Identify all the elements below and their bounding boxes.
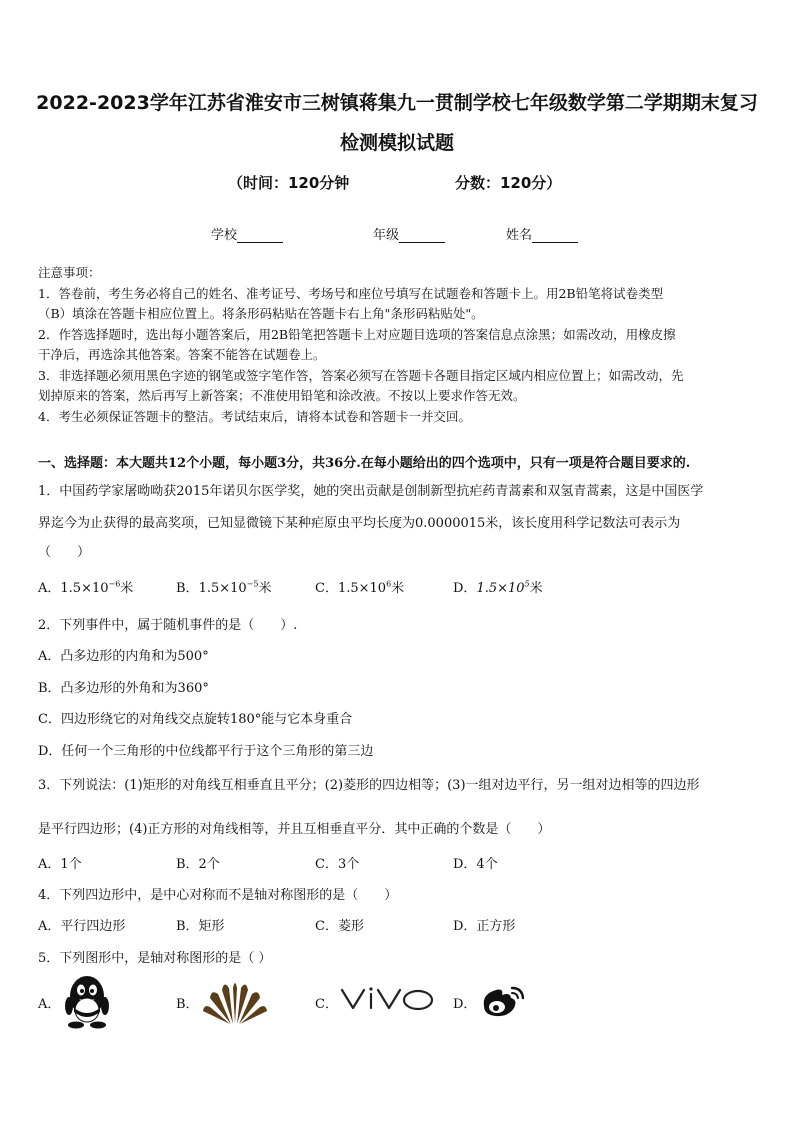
q5-option-c-label: C．	[315, 997, 338, 1012]
q3-option-a: A．1个	[38, 857, 82, 872]
notice-line: 2．作答选择题时，选出每小题答案后，用2B铅笔把答题卡上对应题目选项的答案信息点涂黑；如需改动，用橡皮擦	[38, 326, 676, 342]
q4-option-c: C．菱形	[315, 919, 364, 934]
notice-line: 4．考生必须保证答题卡的整洁。考试结束后，请将本试卷和答题卡一并交回。	[38, 408, 471, 424]
q3-option-b: B．2个	[176, 857, 220, 872]
q2-option-c: C．四边形绕它的对角线交点旋转180°能与它本身重合	[38, 712, 353, 727]
option-label: D．	[453, 581, 477, 596]
vivo-logo-icon	[340, 986, 436, 1012]
q3-stem-line2: 是平行四边形；(4)正方形的对角线相等，并且互相垂直平分．其中正确的个数是（ ）	[38, 822, 551, 837]
option-unit: 米	[120, 581, 134, 596]
q3-option-c: C．3个	[315, 857, 360, 872]
q3-option-d: D．4个	[453, 857, 498, 872]
time-limit: （时间：120分钟	[228, 174, 350, 192]
q1-option-d	[453, 577, 543, 596]
option-exponent: −6	[108, 579, 121, 589]
q3-stem-line1: 3．下列说法：(1)矩形的对角线互相垂直且平分；(2)菱形的四边相等；(3)一组对边平行，另一组对边相等的四边形	[38, 778, 700, 793]
option-base: 1.5×10	[198, 581, 247, 596]
q2-option-b: B．凸多边形的外角和为360°	[38, 681, 209, 696]
option-exponent: 5	[524, 579, 530, 589]
q1-option-a	[38, 577, 133, 596]
weibo-logo-icon	[478, 982, 528, 1020]
q5-stem: 5．下列图形中，是轴对称图形的是（ ）	[38, 951, 272, 966]
option-exponent: −5	[246, 579, 259, 589]
name-field	[506, 224, 578, 243]
notice-line: 干净后，再选涂其他答案。答案不能答在试题卷上。	[38, 347, 326, 362]
exam-title-line1: 2022-2023学年江苏省淮安市三树镇蒋集九一贯制学校七年级数学第二学期期末复习	[36, 92, 758, 114]
option-label: A．	[38, 581, 61, 596]
q4-option-a: A．平行四边形	[38, 919, 126, 934]
name-blank	[532, 229, 578, 243]
option-unit: 米	[391, 581, 405, 596]
q1-stem-line1: 1．中国药学家屠呦呦获2015年诺贝尔医学奖，她的突出贡献是创制新型抗疟药青蒿素和双氢青蒿素，这是中国医学	[38, 484, 704, 499]
option-label: C．	[315, 581, 338, 596]
q1-stem-line2: 界迄今为止获得的最高奖项，已知显微镜下某种疟原虫平均长度为0.0000015米，该长度用科学记数法可表示为	[38, 516, 681, 531]
option-base: 1.5×10	[60, 581, 109, 596]
q4-option-d: D．正方形	[453, 919, 516, 934]
notice-line: 1．答卷前，考生务必将自己的姓名、准考证号、考场号和座位号填写在试题卷和答题卡上。用2B铅笔将试卷类型	[38, 285, 664, 301]
grade-field	[373, 224, 445, 243]
notice-block	[38, 263, 758, 427]
huawei-logo-icon	[200, 976, 270, 1026]
q2-stem: 2．下列事件中，属于随机事件的是（ ）.	[38, 618, 298, 633]
notice-line: （B）填涂在答题卡相应位置上。将条形码粘贴在答题卡右上角"条形码粘贴处"。	[38, 306, 484, 321]
exam-title-line2: 检测模拟试题	[339, 132, 454, 154]
section-heading: 一、选择题：本大题共12个小题，每小题3分，共36分.在每小题给出的四个选项中，只有一项是符合题目要求的.	[38, 456, 691, 471]
school-blank	[237, 229, 283, 243]
grade-label: 年级	[373, 228, 400, 243]
q1-option-b	[176, 577, 271, 596]
notice-line: 划掉原来的答案，然后再写上新答案；不准使用铅笔和涂改液。不按以上要求作答无效。	[38, 388, 526, 403]
option-base: 1.5×10	[337, 581, 387, 596]
qq-penguin-icon	[62, 974, 112, 1030]
total-score: 分数：120分）	[455, 174, 562, 192]
option-unit: 米	[258, 581, 272, 596]
option-label: B．	[176, 581, 199, 596]
option-unit: 米	[529, 581, 543, 596]
q4-stem: 4．下列四边形中，是中心对称而不是轴对称图形的是（ ）	[38, 888, 398, 903]
q4-option-b: B．矩形	[176, 919, 225, 934]
notice-heading: 注意事项：	[38, 265, 101, 280]
option-base: 1.5×10	[476, 581, 525, 596]
school-field	[211, 224, 283, 243]
q5-option-d-label: D．	[453, 997, 477, 1012]
grade-blank	[399, 229, 445, 243]
option-exponent: 6	[386, 579, 392, 589]
q1-stem-line3: （ ）	[38, 545, 91, 560]
q2-option-d: D．任何一个三角形的中位线都平行于这个三角形的第三边	[38, 744, 374, 759]
q1-option-c	[315, 577, 404, 596]
name-label: 姓名	[506, 228, 533, 243]
q5-option-b-label: B．	[176, 997, 199, 1012]
q2-option-a: A．凸多边形的内角和为500°	[38, 649, 209, 664]
school-label: 学校	[211, 228, 238, 243]
notice-line: 3．非选择题必须用黑色字迹的钢笔或签字笔作答，答案必须写在答题卡各题目指定区域内相应位置上；如需改动，先	[38, 367, 684, 383]
q5-option-a-label: A．	[38, 997, 61, 1012]
